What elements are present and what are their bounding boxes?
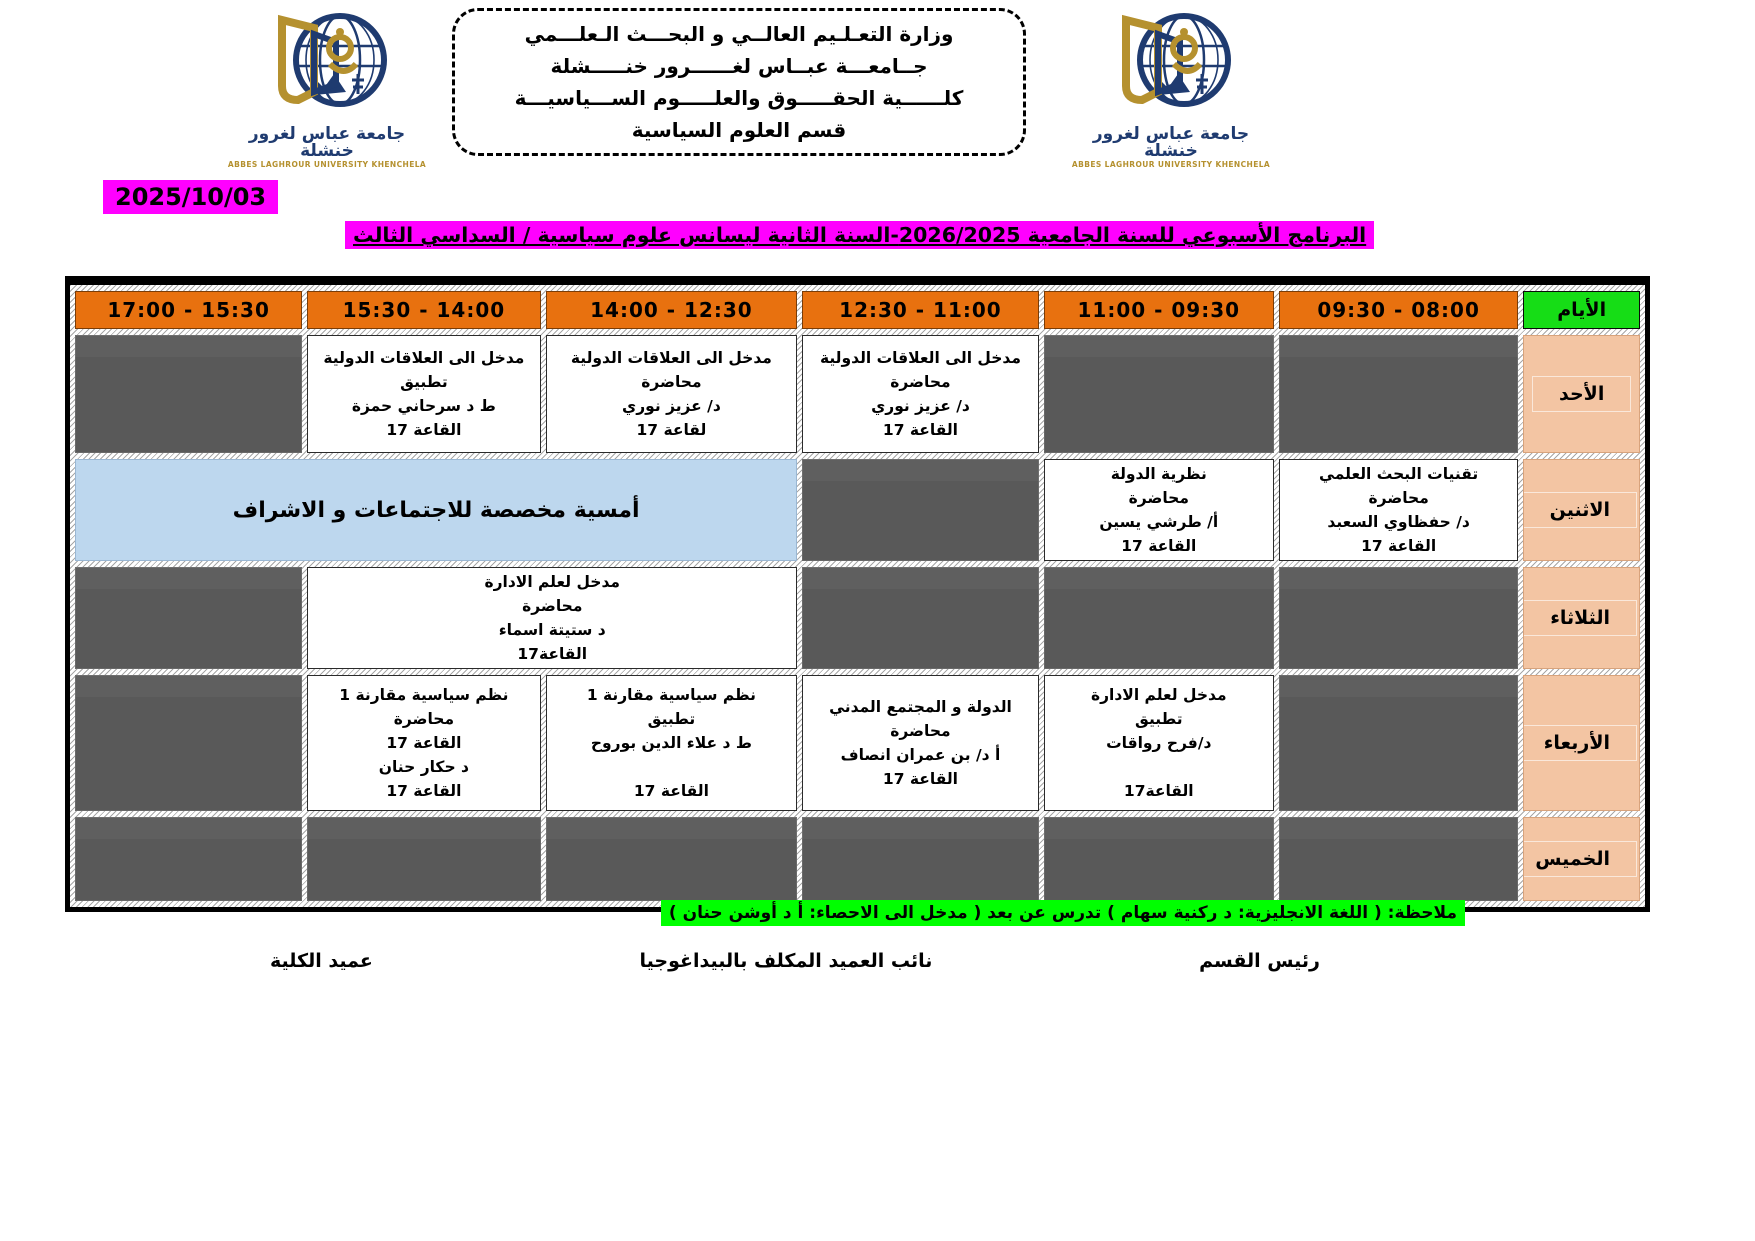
days-header-cell: الأيام xyxy=(1523,291,1640,329)
weekly-timetable xyxy=(65,276,1650,912)
course-line: لقاعة 17 xyxy=(636,421,707,440)
logo-arabic-name: جامعة عباس لغرور خنشلة xyxy=(1092,124,1250,161)
course-line: مدخل لعلم الادارة xyxy=(484,573,621,592)
course-line: محاضرة xyxy=(890,722,951,741)
university-logo-graphic xyxy=(252,8,402,126)
timetable-row-0 xyxy=(75,335,1640,453)
course-line: القاعة 17 xyxy=(882,421,958,440)
course-line: القاعة 17 xyxy=(386,421,462,440)
course-cell xyxy=(1044,675,1274,811)
course-line: نظم سياسية مقارنة 1 xyxy=(586,686,756,705)
empty-slot xyxy=(75,817,302,901)
day-label: الثلاثاء xyxy=(1523,600,1637,636)
remote-courses-note: ملاحظة: ( اللغة الانجليزية: د ركنية سهام ) تدرس عن بعد ( مدخل الى الاحصاء: أ د أوشن حنان ) xyxy=(661,900,1465,926)
course-line: أ/ طرشي يسين xyxy=(1099,513,1219,532)
course-line: القاعة17 xyxy=(517,645,588,664)
course-line: د/ عزيز نوري xyxy=(622,397,721,415)
time-slot-header-3: 14:00 - 12:30 xyxy=(546,291,798,329)
empty-slot xyxy=(1044,335,1274,453)
course-line: تطبيق xyxy=(647,710,696,729)
course-cell xyxy=(1044,459,1274,561)
course-cell xyxy=(546,675,798,811)
course-cell xyxy=(802,335,1038,453)
empty-slot xyxy=(546,817,798,901)
course-cell xyxy=(307,335,540,453)
timetable-body xyxy=(75,335,1640,901)
course-line: محاضرة xyxy=(1368,489,1429,508)
day-label: الأحد xyxy=(1532,376,1631,412)
signature-row xyxy=(270,950,1320,972)
timetable-header-row xyxy=(75,291,1640,329)
time-slot-header-5: 17:00 - 15:30 xyxy=(75,291,302,329)
empty-slot xyxy=(1279,817,1518,901)
timetable-row-2 xyxy=(75,567,1640,669)
day-label: الأربعاء xyxy=(1523,725,1637,761)
course-cell xyxy=(307,675,540,811)
empty-slot xyxy=(1279,675,1518,811)
empty-slot xyxy=(75,335,302,453)
course-line: مدخل الى العلاقات الدولية xyxy=(570,348,772,367)
empty-slot xyxy=(802,817,1038,901)
day-cell-3 xyxy=(1523,675,1640,811)
course-line: ط د سرحاني حمزة xyxy=(351,397,496,415)
timetable-wrapper xyxy=(65,276,1650,912)
signature-department-head: رئيس القسم xyxy=(1199,950,1320,972)
course-line xyxy=(1047,755,1271,779)
course-line: محاضرة xyxy=(1128,489,1189,508)
empty-slot xyxy=(75,675,302,811)
empty-slot xyxy=(1279,567,1518,669)
course-line: محاضرة xyxy=(393,710,455,729)
time-slot-header-2: 12:30 - 11:00 xyxy=(802,291,1038,329)
faculty-line: كلــــــية الحقـــــوق والعلـــــوم الســـياسيـــة xyxy=(514,86,964,110)
logo-arabic-name: جامعة عباس لغرور خنشلة xyxy=(248,124,406,161)
empty-slot xyxy=(1044,817,1274,901)
course-line: القاعة 17 xyxy=(386,734,462,753)
timetable-row-3 xyxy=(75,675,1640,811)
logo-english-name: ABBES LAGHROUR UNIVERSITY KHENCHELA xyxy=(1071,160,1271,169)
course-line: مدخل الى العلاقات الدولية xyxy=(323,348,525,367)
empty-slot xyxy=(1279,335,1518,453)
course-line: د حكار حنان xyxy=(378,758,469,777)
university-logo-graphic xyxy=(1096,8,1246,126)
day-cell-0 xyxy=(1523,335,1640,453)
course-line: مدخل الى العلاقات الدولية xyxy=(819,348,1021,367)
course-line: نظم سياسية مقارنة 1 xyxy=(339,686,509,705)
course-line: محاضرة xyxy=(890,372,951,391)
empty-slot xyxy=(802,459,1038,561)
time-slot-header-1: 11:00 - 09:30 xyxy=(1044,291,1274,329)
course-line: القاعة 17 xyxy=(386,782,462,801)
day-label: الاثنين xyxy=(1523,492,1637,528)
day-cell-1 xyxy=(1523,459,1640,561)
course-line: مدخل لعلم الادارة xyxy=(1090,686,1227,705)
course-line: د/ عزيز نوري xyxy=(871,397,970,415)
course-line: تطبيق xyxy=(400,372,448,391)
course-line: تقنيات البحث العلمي xyxy=(1319,465,1479,483)
empty-slot xyxy=(802,567,1038,669)
course-line: محاضرة xyxy=(522,597,583,616)
course-cell xyxy=(1279,459,1518,561)
day-label: الخميس xyxy=(1523,841,1637,877)
ministry-header-box xyxy=(452,8,1026,156)
course-line: القاعة 17 xyxy=(1361,537,1437,556)
course-cell xyxy=(802,675,1038,811)
day-cell-2 xyxy=(1523,567,1640,669)
course-line: القاعة 17 xyxy=(882,770,958,789)
department-line: قسم العلوم السياسية xyxy=(631,118,847,142)
course-line: د/فرح رواقات xyxy=(1106,734,1212,753)
empty-slot xyxy=(75,567,302,669)
university-logo-right xyxy=(1066,8,1276,168)
course-line: القاعة 17 xyxy=(633,782,709,801)
meetings-banner: أمسية مخصصة للاجتماعات و الاشراف xyxy=(75,459,797,561)
date-badge: 2025/10/03 xyxy=(103,180,278,214)
course-line: د/ حفظاوي السعبد xyxy=(1327,513,1470,532)
course-cell xyxy=(546,335,798,453)
time-slot-header-4: 15:30 - 14:00 xyxy=(307,291,540,329)
page-title: البرنامج الأسبوعي للسنة الجامعية 2026/2025-السنة الثانية ليسانس علوم سياسية / السداسي الثالث xyxy=(345,221,1374,249)
course-line: القاعة 17 xyxy=(1121,537,1197,556)
signature-dean: عميد الكلية xyxy=(270,950,373,972)
ministry-line: وزارة التعـلـيم العالــي و البحـــث الـعلـــمي xyxy=(524,22,954,46)
day-cell-4 xyxy=(1523,817,1640,901)
university-line: جــامعـــة عبــاس لغــــــرور خنـــــشلة xyxy=(550,54,928,78)
course-line xyxy=(549,755,795,779)
timetable-row-1 xyxy=(75,459,1640,561)
course-line: القاعة17 xyxy=(1123,782,1194,801)
course-line: محاضرة xyxy=(641,372,702,391)
course-line: د ستيتة اسماء xyxy=(498,621,606,640)
course-cell xyxy=(307,567,797,669)
university-logo-left xyxy=(222,8,432,168)
empty-slot xyxy=(307,817,540,901)
signature-vice-dean-pedagogy: نائب العميد المكلف بالبيداغوجيا xyxy=(639,950,933,972)
empty-slot xyxy=(1044,567,1274,669)
course-line: ط د علاء الدين بوروح xyxy=(590,734,752,753)
logo-english-name: ABBES LAGHROUR UNIVERSITY KHENCHELA xyxy=(227,160,427,169)
time-slot-header-0: 09:30 - 08:00 xyxy=(1279,291,1518,329)
course-line: أ د/ بن عمران انصاف xyxy=(840,746,1001,765)
course-line: الدولة و المجتمع المدني xyxy=(829,698,1012,717)
course-line: نظرية الدولة xyxy=(1110,465,1207,483)
course-line: تطبيق xyxy=(1134,710,1183,729)
timetable-row-4 xyxy=(75,817,1640,901)
